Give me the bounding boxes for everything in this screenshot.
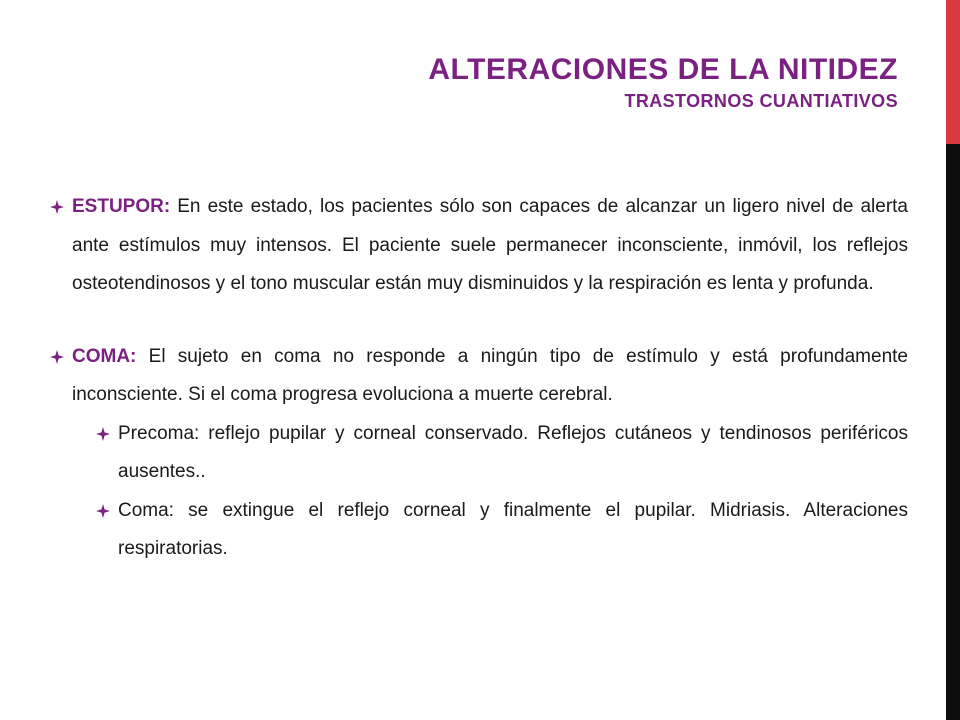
- accent-bar-red: [946, 0, 960, 144]
- bullet-label: ESTUPOR:: [72, 196, 171, 217]
- subbullet-coma: [94, 492, 908, 569]
- bullet-text: Precoma: reflejo pupilar y corneal conservado. Reflejos cutáneos y tendinosos periféricos ausentes..: [118, 422, 908, 482]
- bullet-text: En este estado, los pacientes sólo son capaces de alcanzar un ligero nivel de alerta ante estímulos muy intensos. El paciente suele permanecer inconsciente, inmóvil, los reflejos osteotendinosos y el tono muscular están muy disminuidos y la respiración es lenta y profunda.: [72, 196, 908, 294]
- slide-subtitle: TRASTORNOS CUANTIATIVOS: [624, 91, 898, 111]
- subbullet-precoma: [94, 415, 908, 492]
- slide-title: ALTERACIONES DE LA NITIDEZ: [428, 53, 898, 86]
- slide-body: [48, 188, 908, 569]
- four-petal-diamond-icon: [94, 415, 112, 453]
- bullet-label: COMA:: [72, 345, 137, 367]
- four-petal-diamond-icon: [48, 338, 66, 376]
- accent-bar-black: [946, 144, 960, 720]
- bullet-coma: [48, 338, 908, 415]
- bullet-text: El sujeto en coma no responde a ningún tipo de estímulo y está profundamente inconsciente. Si el coma progresa evoluciona a muerte cerebral.: [72, 345, 908, 405]
- title-block: [428, 52, 898, 112]
- four-petal-diamond-icon: [48, 188, 66, 226]
- bullet-text: Coma: se extingue el reflejo corneal y finalmente el pupilar. Midriasis. Alteraciones respiratorias.: [118, 499, 908, 559]
- four-petal-diamond-icon: [94, 492, 112, 530]
- bullet-estupor: [48, 188, 908, 304]
